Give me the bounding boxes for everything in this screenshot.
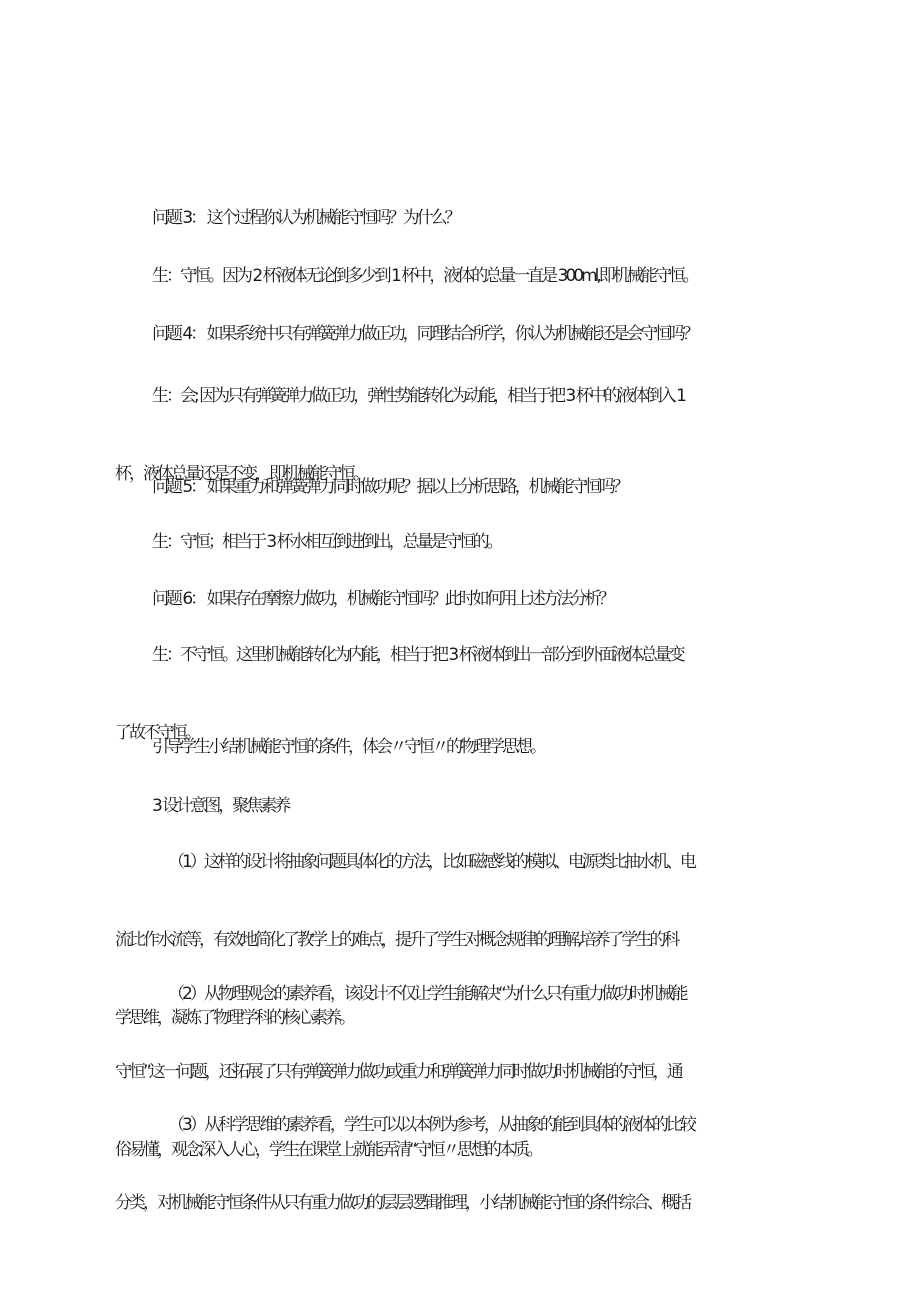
paragraph-line: 了故不守恒。 (115, 723, 199, 743)
paragraph-line: 学思维，凝炼了物理学科的核心素养。 (115, 1008, 353, 1028)
paragraph-line: 分类，对机械能守恒条件从只有重力做功的层层逻辑推理，小结机械能守恒的条件综合、概括 (115, 1193, 689, 1213)
paragraph-line: 杯，液体总量还是不变，即机械能守恒。 (115, 464, 367, 484)
paragraph-line: 引导学生小结机械能守恒的条件，体会〃守恒〃的物理学思想。 (152, 737, 544, 757)
paragraph-line: 问题 4： 如果系统中只有弹簧弹力做正功，同理结合所学，你认为机械能还是会守恒吗？ (152, 324, 697, 344)
paragraph-line: 生：守恒。因为 2 杯液体无论倒多少到 1 杯中，液体的总量一直是 300ml,即机械能守恒。 (152, 266, 697, 286)
paragraph-line: 生：守恒；相当于 3 杯水相互倒进倒出，总量是守恒的。 (152, 532, 501, 552)
paragraph-line: 守恒”这一问题，还拓展了只有弹簧弹力做功或重力和弹簧弹力同时做功时机械能的守恒，通 (115, 1062, 681, 1082)
paragraph-line: 流比作水流等，有效地简化了教学上的难点，提升了学生对概念规律的理解,培养了学生的科 (115, 930, 678, 950)
paragraph-line: （3）从科学思维的素养看，学生可以以本例为参考，从抽象的能到具体的液体的比较 (168, 1115, 694, 1135)
paragraph-line: 生：会; 因为只有弹簧弹力做正功，弹性势能转化为动能，相当于把 3 杯中的液体倒入 1 (152, 386, 684, 406)
paragraph-line: 俗易懂，观念深入人心，学生在课堂上就能弄清“守恒〃思想的本质。 (115, 1140, 541, 1160)
paragraph-line: （1）这样的设计将抽象问题具体化的方法，比如磁感线的模拟、电源类比抽水机、电 (168, 852, 694, 872)
paragraph-line: 3 设计意图，聚焦素养 (152, 796, 289, 816)
paragraph-line: 生：不守恒。这里机械能转化为内能，相当于把 3 杯液体倒出一部分到外面液体总量变 (152, 645, 683, 665)
paragraph-line: 问题 5： 如果重力和弹簧弹力同时做功呢？据以上分析思路，机械能守恒吗？ (152, 477, 627, 497)
paragraph-point-3 (0, 1075, 920, 1253)
paragraph-line: （2）从物理观念的素养看，该设计不仅让学生能解决“为什么只有重力做功时机械能 (168, 984, 686, 1004)
paragraph-line: 问题 3： 这个过程你认为机械能守恒吗？为什么？ (152, 208, 459, 228)
paragraph-line: 问题 6： 如果存在摩擦力做功，机械能守恒吗？此时如何用上述方法分析？ (152, 589, 613, 609)
